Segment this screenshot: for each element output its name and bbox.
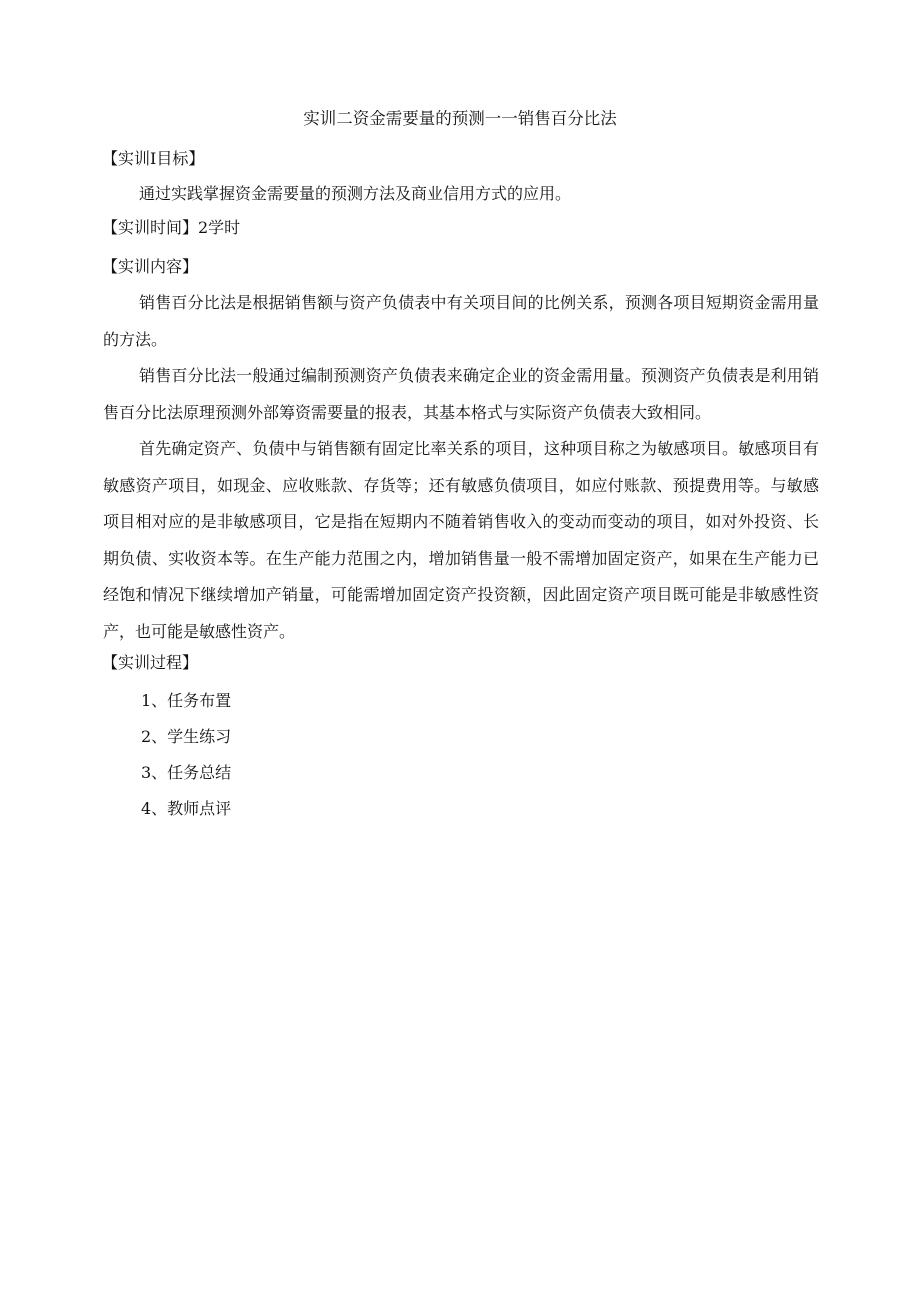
content-paragraph-2: 销售百分比法一般通过编制预测资产负债表来确定企业的资金需用量。预测资产负债表是利用销售百分比法原理预测外部筹资需要量的报表，其基本格式与实际资产负债表大致相同。 xyxy=(103,366,819,422)
content-paragraph-1: 销售百分比法是根据销售额与资产负债表中有关项目间的比例关系，预测各项目短期资金需用量的方法。 xyxy=(103,293,819,349)
document-title: 实训二资金需要量的预测一一销售百分比法 xyxy=(303,109,617,128)
objective-heading: 【实训I目标】 xyxy=(102,149,205,168)
process-item-3: 3、任务总结 xyxy=(141,763,232,782)
process-heading: 【实训过程】 xyxy=(102,653,199,672)
content-heading: 【实训内容】 xyxy=(102,257,199,276)
content-paragraph-3: 首先确定资产、负债中与销售额有固定比率关系的项目，这种项目称之为敏感项目。敏感项目有敏感资产项目，如现金、应收账款、存货等；还有敏感负债项目，如应付账款、预提费用等。与敏感项目相对应的是非敏感项目，它是指在短期内不随着销售收入的变动而变动的项目，如对外投资、长期负债、实收资本等。在生产能力范围之内，增加销售量一般不需增加固定资产，如果在生产能力已经饱和情况下继续增加产销量，可能需增加固定资产投资额，因此固定资产项目既可能是非敏感性资产，也可能是敏感性资产。 xyxy=(103,439,819,641)
objective-text: 通过实践掌握资金需要量的预测方法及商业信用方式的应用。 xyxy=(139,184,572,203)
process-item-4: 4、教师点评 xyxy=(141,799,232,818)
time-heading: 【实训时间】2学时 xyxy=(102,218,241,237)
process-item-1: 1、任务布置 xyxy=(141,691,232,710)
process-item-2: 2、学生练习 xyxy=(141,727,232,746)
